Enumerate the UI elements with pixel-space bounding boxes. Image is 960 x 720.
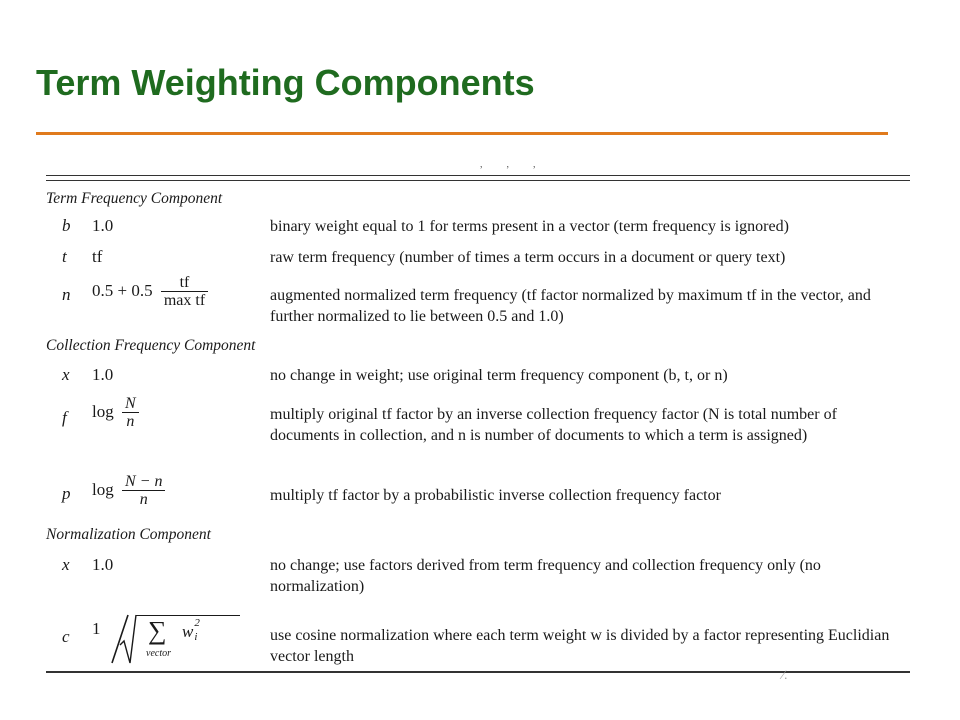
row-formula-f	[92, 395, 139, 431]
fraction-numerator: tf	[179, 274, 190, 291]
formula-prefix: log	[92, 401, 114, 421]
table-top-rule-inner	[46, 180, 910, 181]
row-desc-c: use cosine normalization where each term weight w is divided by a factor representing Euclidian vector length	[270, 627, 890, 665]
row-formula-t: tf	[92, 247, 103, 266]
section-heading-collection-frequency: Collection Frequency Component	[46, 337, 256, 354]
row-code-f: f	[62, 408, 67, 427]
row-code-c: c	[62, 627, 70, 646]
row-desc-x-norm: no change; use factors derived from term frequency and collection frequency only (no normalization)	[270, 557, 821, 595]
fraction-numerator: N	[124, 395, 136, 412]
fraction-denominator: n	[122, 412, 139, 431]
row-code-n: n	[62, 285, 71, 304]
row-formula-x-norm: 1.0	[92, 555, 114, 574]
summation-subscript: vector	[146, 648, 171, 659]
radicand	[136, 615, 240, 659]
slide-title: Term Weighting Components	[36, 62, 535, 103]
table-bottom-rule	[46, 671, 910, 673]
row-code-p: p	[62, 484, 71, 503]
radical-slash-icon	[106, 611, 140, 667]
row-code-t: t	[62, 247, 67, 266]
term-weight-symbol: w	[182, 622, 194, 641]
fraction-denominator: max tf	[161, 291, 208, 310]
section-heading-normalization: Normalization Component	[46, 526, 211, 543]
scan-specks: ,,,	[480, 159, 560, 170]
row-formula-n	[92, 274, 208, 310]
formula-prefix: log	[92, 479, 114, 499]
term-weight	[182, 617, 203, 643]
row-desc-n: augmented normalized term frequency (tf factor normalized by maximum tf in the vector, and further normalized to lie between 0.5 and 1.0)	[270, 287, 871, 325]
row-desc-t: raw term frequency (number of times a term occurs in a document or query text)	[270, 249, 786, 266]
section-heading-term-frequency: Term Frequency Component	[46, 190, 223, 207]
formula-prefix: 0.5 + 0.5	[92, 280, 153, 300]
summation-icon: ∑	[148, 616, 167, 645]
row-formula-p	[92, 473, 165, 509]
scan-artifact: ⁄.	[782, 667, 788, 682]
term-weight-subscript: i	[194, 631, 198, 643]
row-desc-x: no change in weight; use original term frequency component (b, t, or n)	[270, 367, 728, 384]
fraction	[122, 395, 139, 431]
cosine-normalization-formula	[92, 607, 262, 667]
scanned-table	[40, 155, 912, 685]
row-formula-b: 1.0	[92, 216, 114, 235]
table-top-rule	[46, 175, 910, 176]
formula-numerator-one: 1	[92, 619, 101, 638]
fraction	[122, 473, 165, 509]
title-underline	[36, 132, 888, 135]
fraction	[161, 274, 208, 310]
fraction-denominator: n	[122, 490, 165, 509]
fraction-numerator: N − n	[124, 473, 163, 490]
row-code-x-norm: x	[62, 555, 70, 574]
term-weight-superscript: 2	[194, 617, 200, 629]
row-code-b: b	[62, 216, 71, 235]
row-desc-p: multiply tf factor by a probabilistic inverse collection frequency factor	[270, 487, 721, 504]
row-desc-f: multiply original tf factor by an inverse collection frequency factor (N is total number of documents in collection, and n is number of documents to which a term is assigned)	[270, 406, 837, 444]
row-desc-b: binary weight equal to 1 for terms present in a vector (term frequency is ignored)	[270, 218, 789, 235]
row-formula-x: 1.0	[92, 365, 114, 384]
row-code-x: x	[62, 365, 70, 384]
